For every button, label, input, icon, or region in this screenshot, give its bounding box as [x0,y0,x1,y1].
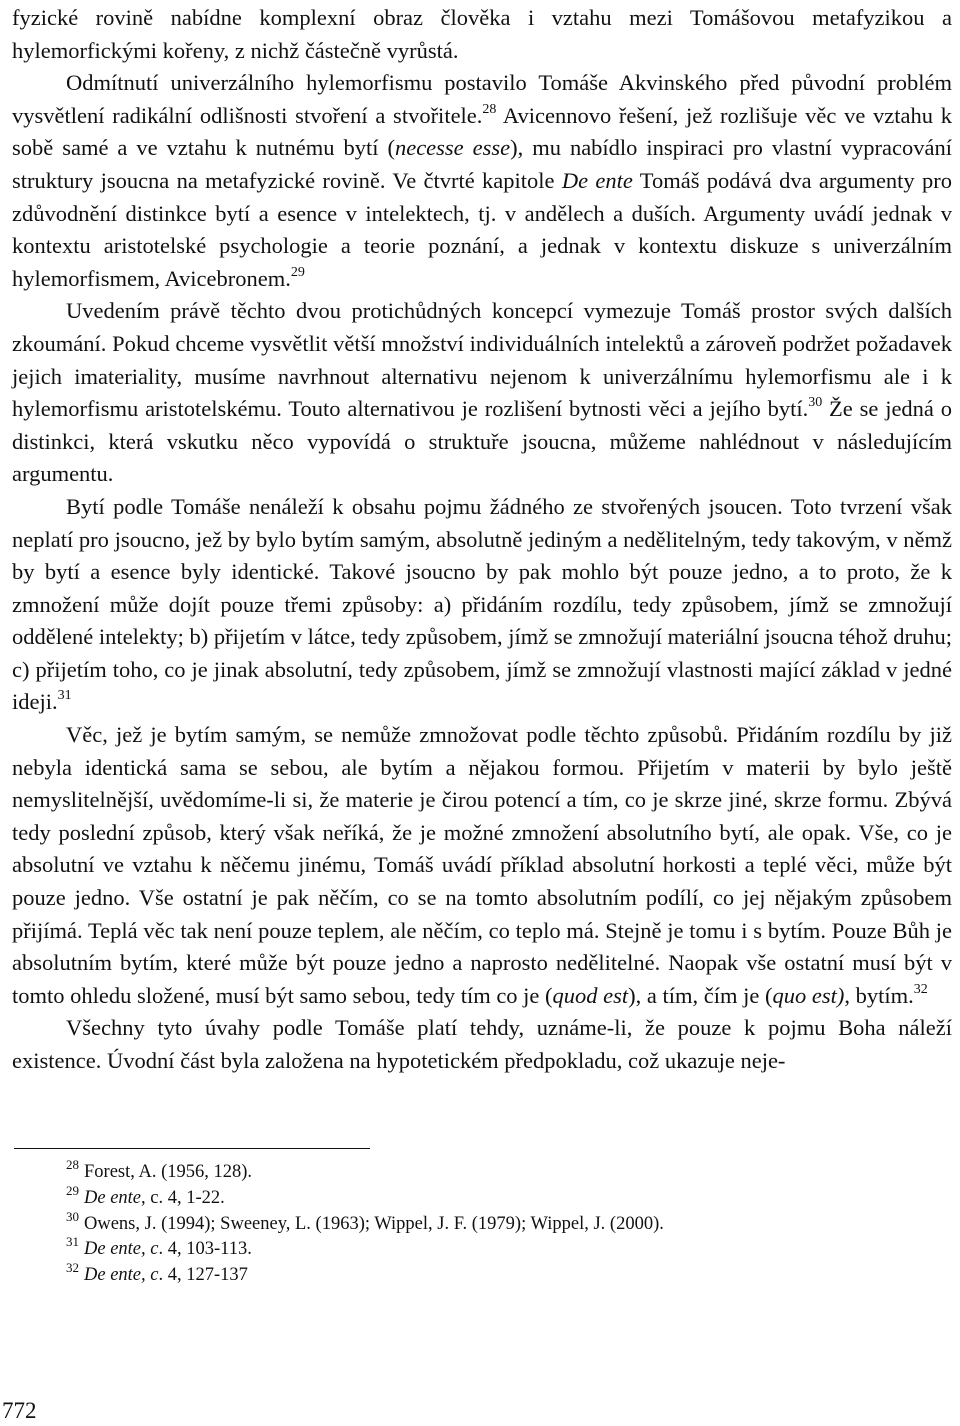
footnote-number: 30 [66,1208,79,1224]
italic-text: quod est [552,982,629,1008]
footnote-number: 32 [66,1260,79,1276]
text-run: ), a tím, čím je ( [628,982,773,1008]
paragraph [12,491,952,719]
footnote-separator [14,1148,370,1149]
text-run: Owens, J. (1994); Sweeney, L. (1963); Wippel, J. F. (1979); Wippel, J. (2000). [84,1213,664,1234]
text-run: Že se jedná o distinkci, která vskutku něco vypovídá o struktuře jsoucna, můžeme nahlédnout v následujícím argumentu. [12,396,953,487]
text-run: , bytím. [844,982,914,1008]
footnote-number: 31 [66,1234,79,1250]
text-run: Avicennovo řešení, jež rozlišuje věc ve vztahu k sobě samé a ve vztahu k nutnému bytí ( [12,102,953,161]
text-run: , c. 4, 1-22. [141,1187,225,1208]
footnote-number: 28 [66,1157,79,1172]
footnote [66,1234,926,1263]
paragraph [12,295,952,491]
footnote-reference: 29 [290,264,305,280]
italic-text: De ente, c [84,1265,159,1286]
text-run: . 4, 127-137 [158,1265,248,1286]
body-text [12,2,952,1078]
italic-text: De ente [84,1187,142,1208]
footnote [66,1208,926,1238]
footnote-number: 29 [66,1182,79,1198]
italic-text: necesse esse [394,135,511,161]
footnote-reference: 28 [482,101,497,117]
paragraph [12,719,952,1012]
text-run: Uvedením právě těchto dvou protichůdných koncepcí vymezuje Tomáš prostor svých dalších zkoumání. Pokud chceme vysvětlit větší množství individuálních intelektů a zároveň podržet požadavek jejich imateriality, musíme navrhnout alternativu nejenom k univerzálnímu hylemorfismu ale i k hylemorfismu aristotelskému. Touto alternativou je rozlišení bytnosti věci a jejího bytí. [12,298,952,422]
text-run: Forest, A. (1956, 128). [84,1162,253,1182]
text-run: Tomáš podává dva argumenty pro zdůvodnění distinkce bytí a esence v intelektech, tj. v andělech a duších. Argumenty uvádí jednak v kontextu aristotelské psychologie a teorie poznání, a jednak v kontextu diskuze s univerzálním hylemorfismem, Avicebronem. [12,167,952,291]
page-number: 772 [2,1398,37,1423]
text-run: Bytí podle Tomáše nenáleží k obsahu pojmu žádného ze stvořených jsoucen. Toto tvrzení však neplatí pro jsoucno, jež by bylo bytím samým, absolutně jediným a nedělitelným, tedy takovým, v němž by bytí a esence byly identické. Takové jsoucno by pak mohlo být pouze jedno, a to proto, že k zmnožení může dojít pouze třemi způsoby: a) přidáním rozdílu, tedy způsobem, jímž se zmnožují oddělené intelekty; b) přijetím v látce, tedy způsobem, jímž se zmnožují materiální jsoucna téhož druhu; c) přijetím toho, co je jinak absolutní, tedy způsobem, jímž se zmnožují vlastnosti mající základ v jedné ideji. [12,493,952,715]
text-run: ), mu nabídlo inspiraci pro vlastní vypracování struktury jsoucna na metafyzické rovině. Ve čtvrté kapitole [12,135,952,193]
footnotes [66,1157,926,1289]
footnote [66,1182,926,1212]
footnote [66,1157,926,1186]
footnote-reference: 32 [913,981,928,997]
paragraph [12,1012,952,1077]
footnote-reference: 30 [808,395,823,411]
text-run: Odmítnutí univerzálního hylemorfismu postavilo Tomáše Akvinského před původní problém vysvětlení radikální odlišnosti stvoření a stvořitele. [12,70,952,128]
text-run: fyzické rovině nabídne komplexní obraz člověka i vztahu mezi Tomášovou metafyzikou a hylemorfickými kořeny, z nichž částečně vyrůstá. [12,5,952,63]
footnote-reference: 31 [57,688,72,704]
footnote [66,1260,926,1289]
paragraph [12,67,952,295]
italic-text: De ente [561,167,633,193]
text-run: . 4, 103-113. [158,1239,252,1260]
text-run: Všechny tyto úvahy podle Tomáše platí tehdy, uznáme-li, že pouze k pojmu Boha náleží existence. Úvodní část byla založena na hypotetickém předpokladu, což ukazuje neje- [12,1015,952,1073]
italic-text: De ente, c [84,1239,159,1260]
italic-text: quo est) [772,982,845,1008]
text-run: Věc, jež je bytím samým, se nemůže zmnožovat podle těchto způsobů. Přidáním rozdílu by již nebyla identická sama se sebou, ale bytím a nějakou formou. Přijetím v materii by bylo ještě nemyslitelnější, uvědomíme-li si, že materie je čirou potencí a tím, co je skrze jiné, skrze formu. Zbývá tedy poslední způsob, který však neříká, že je možné zmnožení absolutního bytí, ale opak. Vše, co je absolutní ve vztahu k něčemu jinému, Tomáš uvádí příklad absolutní horkosti a teplé věci, může být pouze jedno. Vše ostatní je pak něčím, co se na tomto absolutním podílí, co jej nějakým způsobem přijímá. Teplá věc tak není pouze teplem, ale něčím, co teplo má. Stejně je tomu i s bytím. Pouze Bůh je absolutním bytím, které může být pouze jedno a naprosto nedělitelné. Naopak vše ostatní musí být v tomto ohledu složené, musí být samo sebou, tedy tím co je ( [12,722,952,1008]
paragraph [12,2,952,67]
